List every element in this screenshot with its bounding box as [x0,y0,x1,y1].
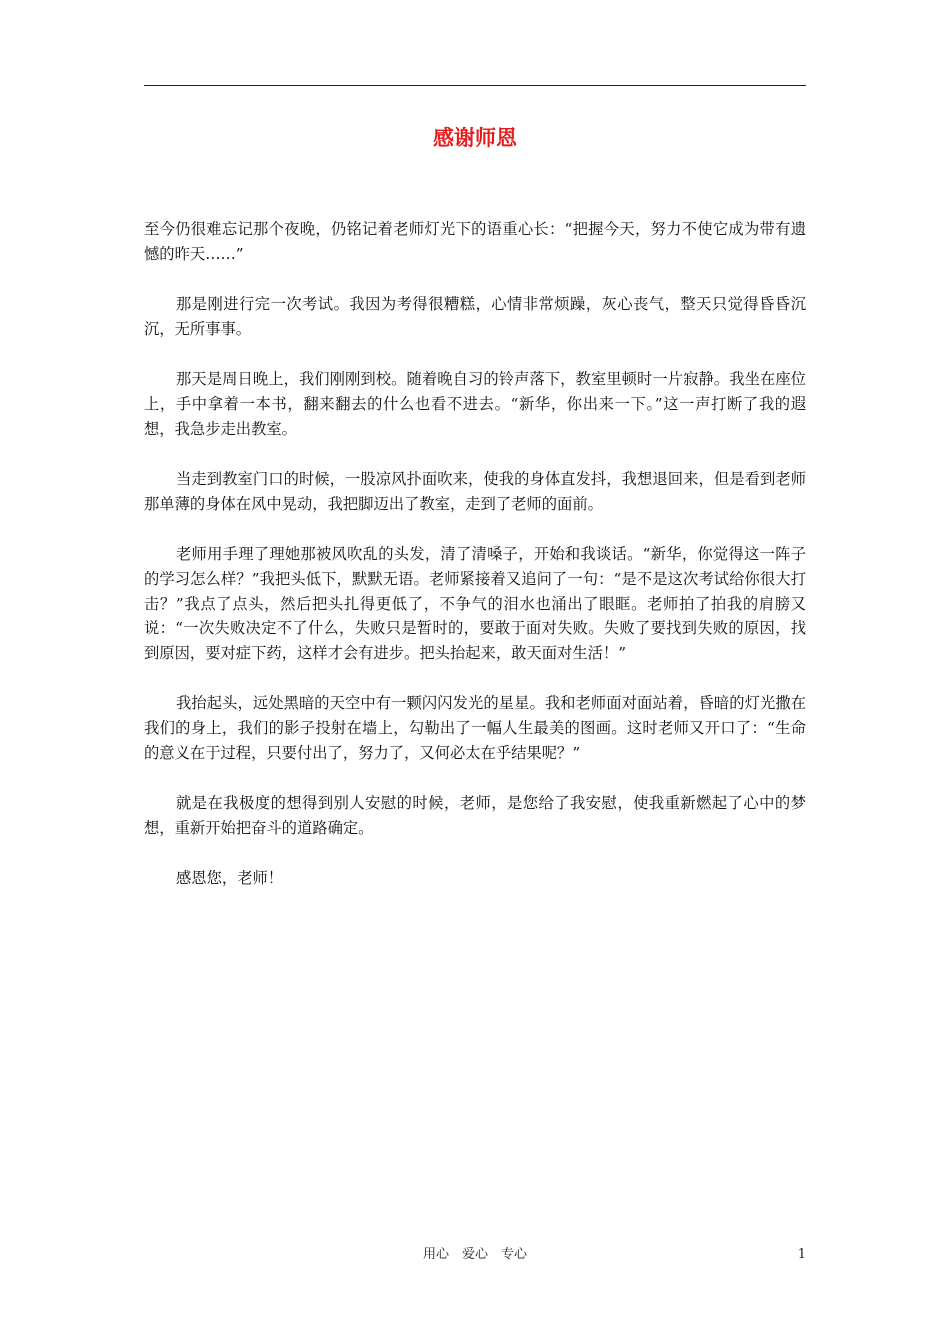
paragraph-1: 至今仍很难忘记那个夜晚，仍铭记着老师灯光下的语重心长：“把握今天，努力不使它成为带有遗憾的昨天……” [144,220,806,263]
paragraph-2: 那是刚进行完一次考试。我因为考得很糟糕，心情非常烦躁，灰心丧气，整天只觉得昏昏沉沉，无所事事。 [144,295,806,338]
document-body [144,217,806,917]
paragraph-4: 当走到教室门口的时候，一股凉风扑面吹来，使我的身体直发抖，我想退回来，但是看到老师那单薄的身体在风中晃动，我把脚迈出了教室，走到了老师的面前。 [144,470,806,513]
header-rule [144,85,806,86]
paragraph-8: 感恩您，老师！ [176,869,284,888]
paragraph-6: 我抬起头，远处黑暗的天空中有一颗闪闪发光的星星。我和老师面对面站着，昏暗的灯光撒在我们的身上，我们的影子投射在墙上，勾勒出了一幅人生最美的图画。这时老师又开口了：“生命的意义在于过程，只要付出了，努力了，又何必太在乎结果呢？” [144,694,806,762]
document-title: 感谢师恩 [433,126,517,150]
page-number: 1 [797,1247,806,1262]
paragraph-5: 老师用手理了理她那被风吹乱的头发，清了清嗓子，开始和我谈话。“新华，你觉得这一阵子的学习怎么样？”我把头低下，默默无语。老师紧接着又追问了一句：“是不是这次考试给你很大打击？”我点了点头，然后把头扎得更低了，不争气的泪水也涌出了眼眶。老师拍了拍我的肩膀又说：“一次失败决定不了什么，失败只是暂时的，要敢于面对失败。失败了要找到失败的原因，找到原因，要对症下药，这样才会有进步。把头抬起来，敢天面对生活！” [144,545,806,662]
paragraph-3: 那天是周日晚上，我们刚刚到校。随着晚自习的铃声落下，教室里顿时一片寂静。我坐在座位上，手中拿着一本书，翻来翻去的什么也看不进去。“新华，你出来一下。”这一声打断了我的遐想，我急步走出教室。 [144,370,806,438]
footer-motto: 用心 爱心 专心 [422,1247,527,1262]
paragraph-7: 就是在我极度的想得到别人安慰的时候，老师，是您给了我安慰，使我重新燃起了心中的梦想，重新开始把奋斗的道路确定。 [144,794,806,837]
